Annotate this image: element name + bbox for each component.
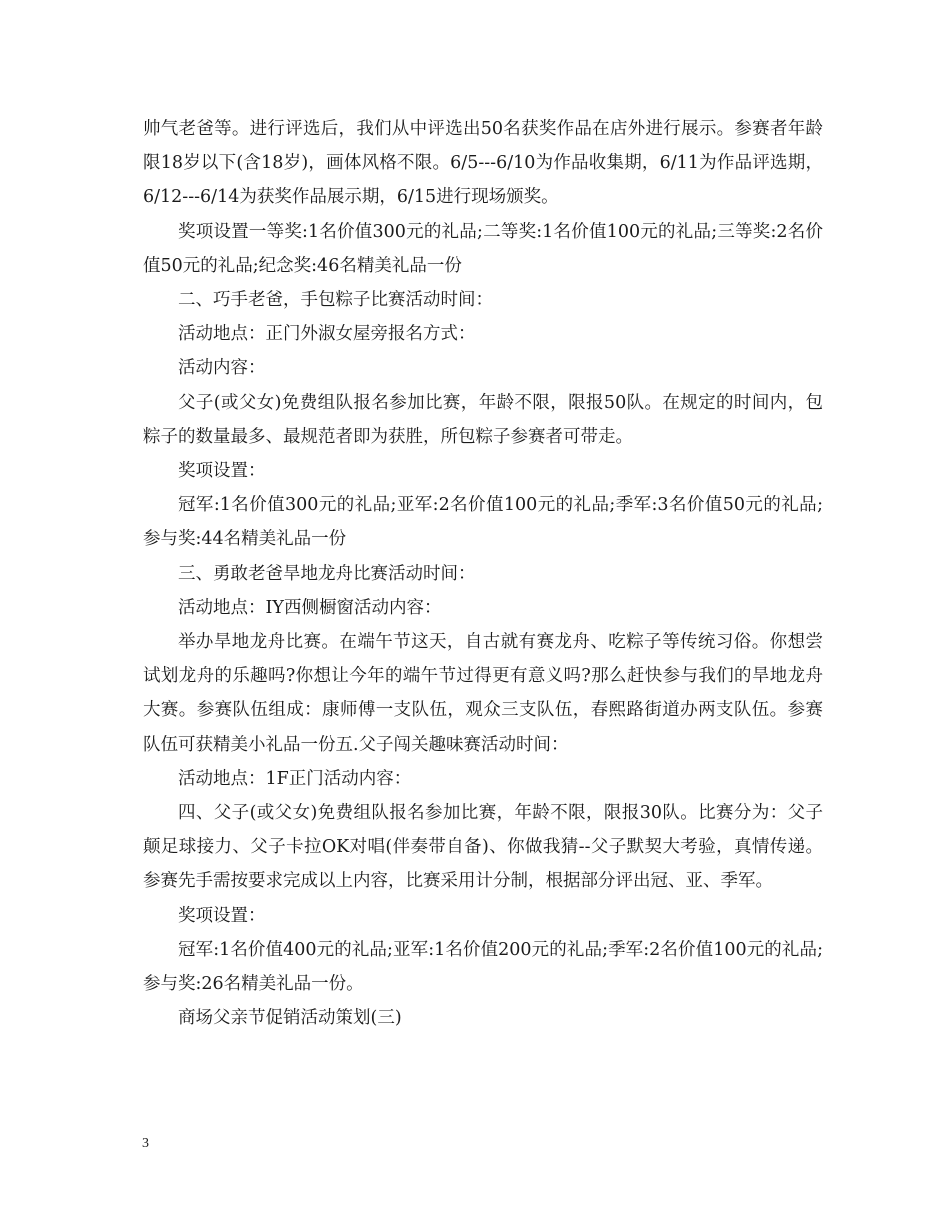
paragraph: 四、父子(或父女)免费组队报名参加比赛，年龄不限，限报30队。比赛分为：父子颠足球接力、父子卡拉OK对唱(伴奏带自备)、你做我猜--父子默契大考验，真情传递。参赛先手需按要求完成以上内容，比赛采用计分制，根据部分评出冠、亚、季军。 xyxy=(143,803,823,892)
paragraph: 冠军:1名价值400元的礼品;亚军:1名价值200元的礼品;季军:2名价值100元的礼品;参与奖:26名精美礼品一份。 xyxy=(143,939,823,995)
paragraph: 帅气老爸等。进行评选后，我们从中评选出50名获奖作品在店外进行展示。参赛者年龄限18岁以下(含18岁)，画体风格不限。6/5---6/10为作品收集期，6/11为作品评选期，6/12---6/14为获奖作品展示期，6/15进行现场颁奖。 xyxy=(143,119,823,208)
paragraph: 冠军:1名价值300元的礼品;亚军:2名价值100元的礼品;季军:3名价值50元的礼品;参与奖:44名精美礼品一份 xyxy=(143,495,823,550)
paragraph: 奖项设置： xyxy=(178,905,266,926)
paragraph: 活动地点：正门外淑女屋旁报名方式： xyxy=(178,324,476,345)
page-number: 3 xyxy=(142,1136,149,1151)
paragraph: 活动内容： xyxy=(178,358,266,379)
paragraph: 父子(或父女)免费组队报名参加比赛，年龄不限，限报50队。在规定的时间内，包粽子的数量最多、最规范者即为获胜，所包粽子参赛者可带走。 xyxy=(143,392,823,447)
paragraph: 举办旱地龙舟比赛。在端午节这天，自古就有赛龙舟、吃粽子等传统习俗。你想尝试划龙舟的乐趣吗?你想让今年的端午节过得更有意义吗?那么赶快参与我们的旱地龙舟大赛。参赛队伍组成：康师傅一支队伍，观众三支队伍，春熙路街道办两支队伍。参赛队伍可获精美小礼品一份五.父子闯关趣味赛活动时间： xyxy=(143,632,823,755)
section-heading: 二、巧手老爸，手包粽子比赛活动时间： xyxy=(178,290,493,311)
paragraph: 活动地点：IY西侧橱窗活动内容： xyxy=(178,597,442,618)
section-heading: 三、勇敢老爸旱地龙舟比赛活动时间： xyxy=(178,563,476,584)
paragraph: 奖项设置： xyxy=(178,461,266,482)
document-body xyxy=(143,112,823,1035)
paragraph: 活动地点：1F正门活动内容： xyxy=(178,768,412,789)
section-heading: 商场父亲节促销活动策划(三) xyxy=(178,1008,402,1029)
paragraph: 奖项设置一等奖:1名价值300元的礼品;二等奖:1名价值100元的礼品;三等奖:2名价值50元的礼品;纪念奖:46名精美礼品一份 xyxy=(143,221,823,276)
